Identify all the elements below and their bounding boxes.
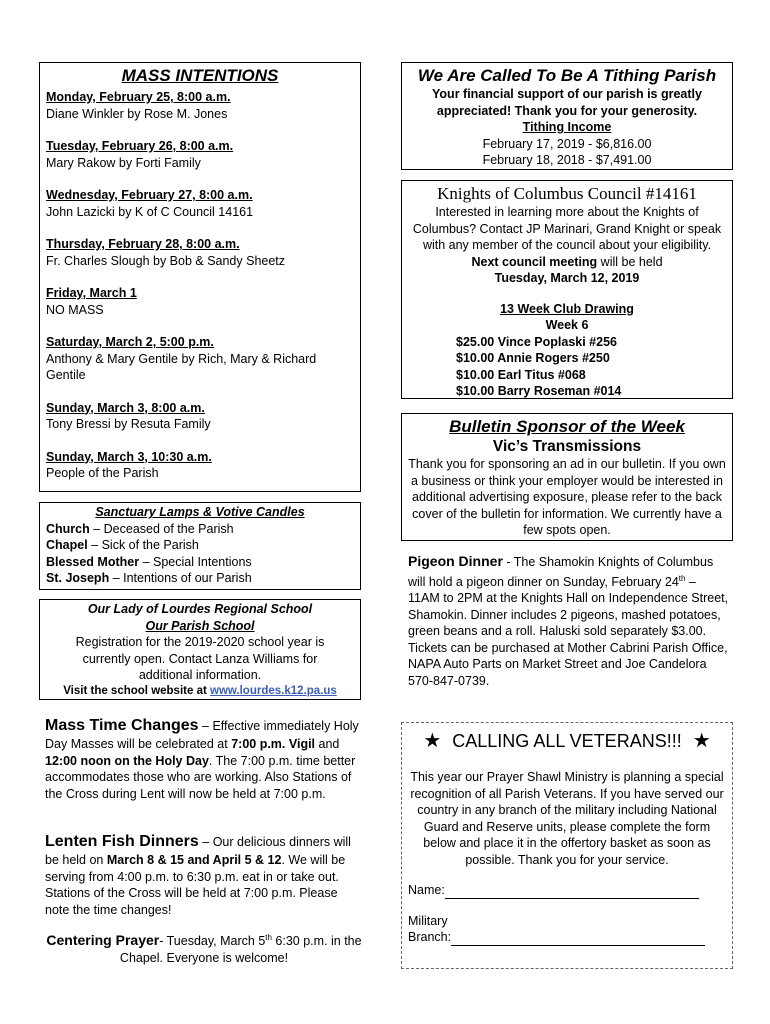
mass-entry (46, 236, 354, 269)
veterans-branch-row (408, 929, 726, 946)
centering-sup: th (265, 933, 272, 942)
veterans-military-label: Military (408, 913, 448, 928)
veterans-name-field[interactable] (445, 884, 699, 899)
mass-entry (46, 187, 354, 220)
pigeon-text-1: - The Shamokin Knights of Columbus will hold a pigeon dinner on Sunday, February 24 (408, 555, 714, 589)
mass-entry-intention: People of the Parish (46, 466, 159, 480)
tithing-label: Tithing Income (522, 120, 612, 134)
mass-entry (46, 449, 354, 482)
lamp-item (46, 570, 354, 587)
club-drawing-winner: $25.00 Vince Poplaski #256 (456, 334, 617, 349)
sponsor-body: Thank you for sponsoring an ad in our bulletin. If you own a business or think your employer would be interested in additional advertising exposure, please refer to the back cover of the bulletin for information. We currently have a few spots open. (408, 457, 726, 537)
lamp-item-place: Blessed Mother (46, 554, 140, 569)
pigeon-sup: th (678, 573, 686, 583)
centering-heading: Centering Prayer (46, 932, 160, 949)
fish-heading: Lenten Fish Dinners (45, 833, 199, 850)
star-icon: ★ (423, 730, 442, 752)
mass-entry-date: Wednesday, February 27, 8:00 a.m. (46, 188, 253, 202)
mass-entry-date: Thursday, February 28, 8:00 a.m. (46, 237, 240, 251)
school-subtitle: Our Parish School (145, 618, 255, 633)
fish-dates: March 8 & 15 and April 5 & 12 (106, 853, 282, 867)
club-drawing-winner: $10.00 Earl Titus #068 (456, 367, 586, 382)
mass-intentions-list (46, 89, 354, 482)
mass-time-text-2: and (315, 737, 340, 751)
mass-time-changes (45, 716, 363, 802)
school-visit-label: Visit the school website at (63, 684, 210, 697)
pigeon-text-2: – 11AM to 2PM at the Knights Hall on Independence Street, Shamokin. Dinner includes 2 pigeons, mashed potatoes, green beans and a roll. Haluski sold separately $3.00. Tickets can be purchased at Mother Cabrini Parish Office, NAPA Auto Parts on Market Street and Joe Candelora 570-847-0739. (408, 574, 729, 688)
school-website-line (46, 684, 354, 699)
knights-box (401, 180, 733, 399)
club-drawing-winner: $10.00 Annie Rogers #250 (456, 351, 610, 365)
veterans-branch-field[interactable] (451, 931, 705, 946)
lamp-item-place: St. Joseph (46, 571, 110, 585)
mass-entry-date: Sunday, March 3, 10:30 a.m. (46, 449, 212, 464)
mass-entry (46, 138, 354, 171)
mass-entry-intention: Mary Rakow by Forti Family (46, 155, 201, 170)
club-drawing-winner: $10.00 Barry Roseman #014 (456, 384, 622, 398)
mass-time-vigil: 7:00 p.m. Vigil (231, 737, 316, 751)
mass-entry-intention: Anthony & Mary Gentile by Rich, Mary & Richard Gentile (46, 351, 317, 382)
centering-text-2: 6:30 p.m. in the Chapel. Everyone is welcome! (119, 934, 362, 965)
mass-entry-intention: NO MASS (46, 302, 104, 317)
sanctuary-lamps-list (46, 521, 354, 587)
tithing-section (401, 62, 733, 170)
pigeon-heading: Pigeon Dinner (408, 553, 503, 569)
tithing-line-2: February 18, 2018 - $7,491.00 (482, 153, 652, 167)
mass-entry-intention: Tony Bressi by Resuta Family (46, 417, 211, 431)
mass-time-heading: Mass Time Changes (45, 717, 199, 734)
knights-meeting-tail: will be held (597, 254, 663, 269)
lamp-item (46, 537, 354, 554)
mass-time-text-1: – Effective immediately Holy Day Masses will be celebrated at (45, 719, 359, 751)
veterans-title-row (408, 729, 726, 753)
sponsor-box (401, 413, 733, 541)
knights-meeting-label: Next council meeting (471, 254, 598, 269)
mass-entry (46, 334, 354, 384)
mass-entry (46, 89, 354, 122)
mass-entry (46, 285, 354, 318)
veterans-name-row (408, 882, 726, 899)
lamp-item (46, 554, 354, 571)
mass-time-text-3: . The 7:00 p.m. time better accommodates those who are working. Also Stations of the Cross during Lent will now be held at 7:00 p.m. (45, 753, 356, 801)
centering-text-1: - Tuesday, March 5 (159, 934, 266, 949)
lamp-item (46, 521, 354, 538)
sponsor-title: Bulletin Sponsor of the Week (449, 417, 685, 436)
lamp-item-text: – Intentions of our Parish (109, 571, 252, 585)
veterans-name-label: Name: (408, 883, 445, 897)
lamp-item-place: Chapel (46, 538, 88, 552)
club-drawing-winners (408, 334, 726, 400)
veterans-title: CALLING ALL VETERANS!!! (452, 731, 682, 751)
sanctuary-lamps-title: Sanctuary Lamps & Votive Candles (95, 505, 305, 519)
knights-title: Knights of Columbus Council #14161 (437, 184, 697, 203)
knights-body (408, 204, 726, 270)
mass-entry-date: Saturday, March 2, 5:00 p.m. (46, 335, 214, 349)
fish-text-2: . We will be serving from 4:00 p.m. to 6:30 p.m. eat in or take out. Stations of the Cross will be held at 7:00 p.m. Please note the time changes! (45, 853, 346, 917)
mass-entry-intention: Diane Winkler by Rose M. Jones (46, 106, 228, 121)
sponsor-name: Vic’s Transmissions (492, 438, 642, 455)
school-body: Registration for the 2019-2020 school year is currently open. Contact Lanza Williams for additional information. (75, 635, 325, 682)
knights-body-text: Interested in learning more about the Knights of Columbus? Contact JP Marinari, Grand Knight or speak with any member of the council about your eligibility. (412, 205, 722, 252)
mass-entry (46, 400, 354, 433)
sanctuary-lamps-box (39, 502, 361, 590)
mass-intentions-box (39, 62, 361, 492)
veterans-box (401, 722, 733, 969)
club-drawing-title: 13 Week Club Drawing (500, 301, 634, 316)
school-website-link[interactable]: www.lourdes.k12.pa.us (210, 684, 337, 697)
centering-prayer (45, 930, 363, 966)
mass-entry-date: Tuesday, February 26, 8:00 a.m. (46, 139, 234, 153)
lenten-fish-dinners (45, 832, 363, 918)
school-box (39, 599, 361, 700)
mass-entry-intention: Fr. Charles Slough by Bob & Sandy Sheetz (46, 253, 286, 268)
star-icon: ★ (692, 730, 711, 752)
pigeon-dinner (408, 553, 730, 689)
lamp-item-place: Church (46, 521, 90, 536)
school-title: Our Lady of Lourdes Regional School (87, 602, 313, 616)
mass-intentions-title: MASS INTENTIONS (121, 66, 279, 85)
mass-entry-intention: John Lazicki by K of C Council 14161 (46, 204, 254, 219)
tithing-intro: Your financial support of our parish is greatly appreciated! Thank you for your generosity. (432, 87, 702, 118)
mass-entry-date: Monday, February 25, 8:00 a.m. (46, 90, 231, 104)
lamp-item-text: – Deceased of the Parish (89, 521, 234, 536)
knights-meeting-date: Tuesday, March 12, 2019 (494, 271, 640, 285)
club-drawing-week: Week 6 (545, 318, 589, 332)
tithing-title: We Are Called To Be A Tithing Parish (417, 66, 717, 85)
veterans-body: This year our Prayer Shawl Ministry is planning a special recognition of all Parish Veterans. If you have served our country in any branch of the military including National Guard and Reserve units, please complete the form below and place it in the offertory basket as soon as possible. Thank you for your service. (410, 770, 724, 867)
fish-text-1: – Our delicious dinners will be held on (45, 835, 351, 867)
lamp-item-text: – Special Intentions (139, 554, 252, 569)
lamp-item-text: – Sick of the Parish (87, 538, 199, 552)
veterans-branch-label: Branch: (408, 930, 452, 944)
mass-time-holy-day: 12:00 noon on the Holy Day (45, 753, 209, 768)
tithing-line-1: February 17, 2019 - $6,816.00 (482, 136, 652, 151)
mass-entry-date: Sunday, March 3, 8:00 a.m. (46, 400, 205, 415)
mass-entry-date: Friday, March 1 (46, 286, 137, 300)
